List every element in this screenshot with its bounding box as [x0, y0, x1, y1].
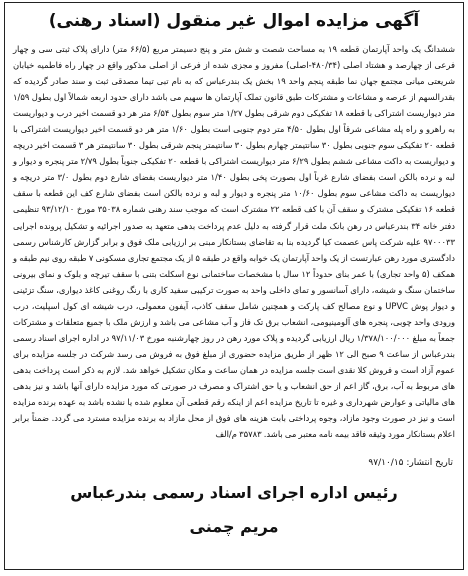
- signature-office: رئیس اداره اجرای اسناد رسمی بندرعباس: [70, 483, 398, 502]
- publication-date: تاریخ انتشار: ۹۷/۱۰/۱۵: [368, 458, 453, 468]
- signature-name: مریم چمنی: [189, 517, 279, 536]
- notice-title: آگهی مزایده اموال غیر منقول (اسناد رهنی): [48, 11, 420, 31]
- notice-body: ششدانگ یک واحد آپارتمان قطعه ۱۹ به مساحت شصت و شش متر و پنج دسیمتر مربع (۶۶/۵ متر) دارای پلاک ثبتی سی و چهار فرعی از چهارصد و هشتاد اصلی (۴۸۰/۳۴-اصلی) مفروز و مجزی شده از فرعی از اصلی مذکور واقع در چهار راه فاطمیه خیابان شریعتی میانی مجتمع جهان نما طبقه پنجم واحد ۱۹ بخش یک بندرعباس که به نام تبی تیما مصدقی ثبت و سند صادر گردیده که بقدرالسهم از عرصه و مشاعات و مشترکات طبق قانون تملک آپارتمان ها سهیم می باشد دارای حدود اربعه شمالاً اول بطول ۱/۵۹ متر دیواریست اشتراکی با قطعه ۱۸ تفکیکی دوم شرقی بطول ۱/۲۷ متر سوم بطول ۶/۵۴ متر هر دو قسمت اخیر درب و دیواریست به راهرو و راه پله مشاعی شرقاً اول بطول ۴/۵۰ متر دوم جنوبی است بطول ۱/۶۰ متر هر دو قسمت اخیر دیواریست اشتراکی با قطعه ۲۰ تفکیکی سوم جنوبی بطول ۳۰ سانتیمتر چهارم بطول ۳۰ سانتیمتر پنجم شرقی بطول ۳۰ سانتیمتر هر ۳ قسمت اخیر دریچه و دیواریست به داکت مشاعی ششم بطول ۶/۲۹ متر دیواریست اشتراکی با قطعه ۲۰ تفکیکی جنوباً بطول ۲/۷۹ متر پنجره و دیوار و لبه و نرده بالکن است بفضای شارع غرباً اول بصورت پخی بطول ۱/۴۰ متر دیواریست بفضای شارع دوم بطول ۳/۰ متر دریچه و دیواریست به داکت مشاعی سوم بطول ۱۰/۶۰ متر پنجره و دیوار و لبه و نرده بالکن است بفضای شارع کف این قطعه با سقف قطعه ۱۶ تفکیکی مشترک و سقف آن با کف قطعه ۲۲ مشترک است که موجب سند رهنی شماره ۳۵۰۳۸ مورخ ۹۳/۱۲/۱۰ تنظیمی دفتر خانه ۳۴ بندرعباس در رهن بانک ملت قرار گرفته به دلیل عدم پرداخت بدهی متعهد به صدور اجرائیه و تشکیل پرونده اجرایی ۹۷۰۰۰۳۳ علیه شرکت پاس عصمت کیا گردیده بنا به تقاضای بستانکار مبنی بر ارزیابی ملک فوق و برابر گزارش کارشناس رسمی دادگستری مورد رهن عبارتست از یک واحد آپارتمان یک خوابه واقع در طبقه ۵ از یک مجتمع تجاری مسکونی ۷ طبقه روی نیم طبقه و همکف (۵ واحد تجاری) با عمر بنای حدوداً ۱۲ سال با مشخصات ساختمانی نوع اسکلت بتنی با سقف تیرچه و بلوک و نمای بیرونی ساختمان سنگ و شیشه، دارای آسانسور و تمای داخلی واحد به صورت ترکیبی سفید کاری با رنگ روغنی کاغذ دیواری، سنگ تزئینی و دیوار پوش UPVC و نوع مصالح کف پارکت و همچنین شامل سقف کاذب، آیفون معمولی، درب شیشه ای کول اسپلیت، درب ورودی واحد چوبی، پنجره های آلومینیومی، انشعاب برق تک فاز و آب مشاعی می باشد و ارزش ملک با جمیع متعلقات و مشترکات جمعاً به مبلغ ۱/۳۷۸/۱۰۰/۰۰۰ ریال ارزیابی گردیده و پلاک مورد رهن در روز چهارشنبه مورخ ۹۷/۱۱/۰۳ در اداره اجرای اسناد رسمی بندرعباس از ساعت ۹ صبح الی ۱۲ ظهر از طریق مزایده حضوری از مبلغ فوق به فروش می رسد شرکت در جلسه مزایده برای عموم آزاد است و فروش کلا نقدی است جلسه مزایده در همان ساعت و مکان تشکیل خواهد شد. لازم به ذکر است پرداخت بدهی های مربوط به آب، برق، گاز اعم از حق انشعاب و یا حق اشتراک و مصرف در صورتی که مورد مزایده دارای آنها باشد و نیز بدهی های مالیاتی و عوارض شهرداری و غیره تا تاریخ مزایده اعم از اینکه رقم قطعی آن معلوم شده یا نشده باشد به عهده برنده مزایده است و نیز در صورت وجود مازاد، وجوه پرداختی بابت هزینه های فوق از محل مازاد به برنده مزایده مسترد می گردد. ضمناً برابر اعلام بستانکار مورد وثیقه فاقد بیمه نامه معتبر می باشد. ۳۵۷۸۳ م/الف: [13, 44, 456, 440]
- auction-notice: [4, 2, 464, 570]
